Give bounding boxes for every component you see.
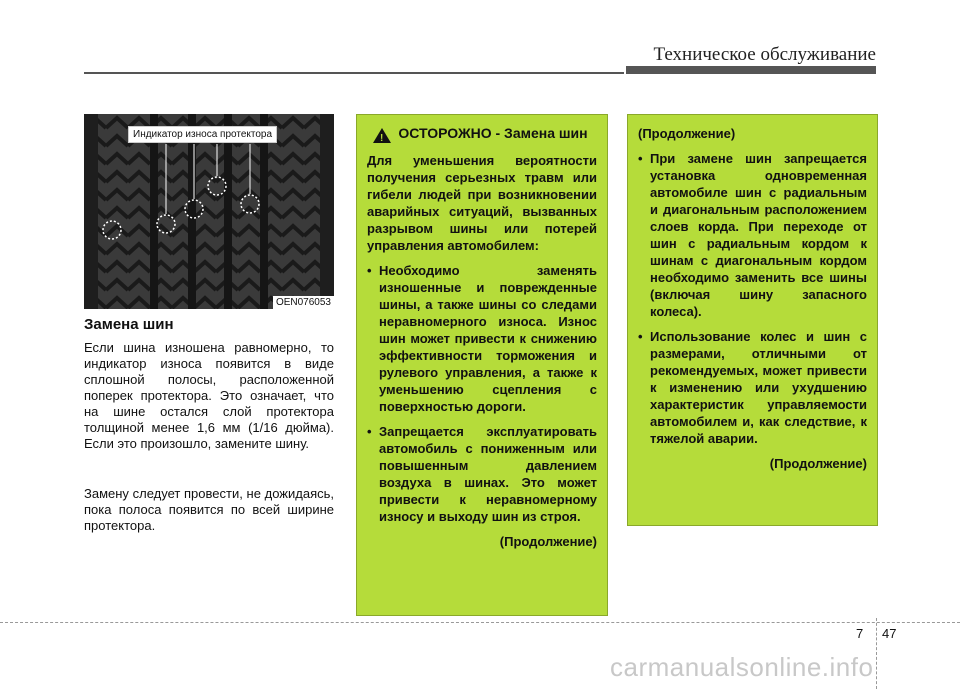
continued-label: (Продолжение)	[769, 456, 867, 471]
header-rule	[84, 72, 624, 74]
warning-heading-text: ОСТОРОЖНО - Замена шин	[398, 125, 588, 141]
header-rule-thick	[626, 66, 876, 74]
continued-lead: (Продолжение)	[638, 126, 736, 141]
section-title: Замена шин	[84, 316, 174, 333]
tire-tread-illustration	[84, 114, 334, 309]
warning-list	[367, 262, 597, 525]
footer-rule	[0, 622, 960, 623]
body-paragraph-1: Если шина изношена равномерно, то индикатор износа появится в виде сплошной полосы, расположенной поперек протектора. Это означает, что на шине остался слой протектора толщиной менее 1,6 мм (1/16 дюйма). Если это произошло, замените шину.	[84, 340, 334, 451]
continued-warning-box	[627, 114, 878, 526]
tire-tread-photo	[84, 114, 334, 309]
warning-heading	[367, 125, 597, 142]
warning-item: • Запрещается эксплуатировать автомобиль с пониженным или повышенным давлением воздуха в шинах. Это может привести к неравномерному износу и выходу шин из строя.	[367, 423, 597, 525]
warning-item: • Необходимо заменять изношенные и поврежденные шины, а также шины со следами неравномерного износа. Износ шин может привести к снижению эффективности торможения и рулевого управления, а также к уменьшению сцепления с поверхностью дороги.	[367, 262, 597, 415]
continued-label: (Продолжение)	[499, 534, 597, 549]
warning-intro: Для уменьшения вероятности получения серьезных травм или гибели людей при возникновении аварийных ситуаций, вызванных разрывом шины или потерей управления автомобилем:	[367, 153, 597, 253]
warning-triangle-icon	[373, 128, 391, 143]
wear-indicator-callout: Индикатор износа протектора	[128, 126, 277, 143]
chapter-number: 7	[856, 626, 864, 641]
watermark: carmanualsonline.info	[610, 652, 874, 682]
continued-item: • Использование колес и шин с размерами, отличными от рекомендуемых, может привести к изменению или ухудшению характеристик управляемости автомобилем и, как следствие, к тяжелой аварии.	[638, 328, 867, 447]
warning-box	[356, 114, 608, 616]
figure-code: OEN076053	[273, 296, 334, 309]
footer-divider	[876, 618, 877, 689]
section-header-title: Техническое обслуживание	[653, 44, 876, 65]
continued-item: • При замене шин запрещается установка одновременная автомобиле шин с радиальным и диагональным расположением слоев корда. При переходе от шин с радиальным кордом к шинам с диагональным кордом необходимо заменить все шины (включая шину запасного колеса).	[638, 150, 867, 320]
continued-list	[638, 150, 867, 447]
page-number: 47	[882, 626, 897, 641]
body-paragraph-2: Замену следует провести, не дожидаясь, пока полоса появится по всей ширине протектора.	[84, 486, 334, 533]
